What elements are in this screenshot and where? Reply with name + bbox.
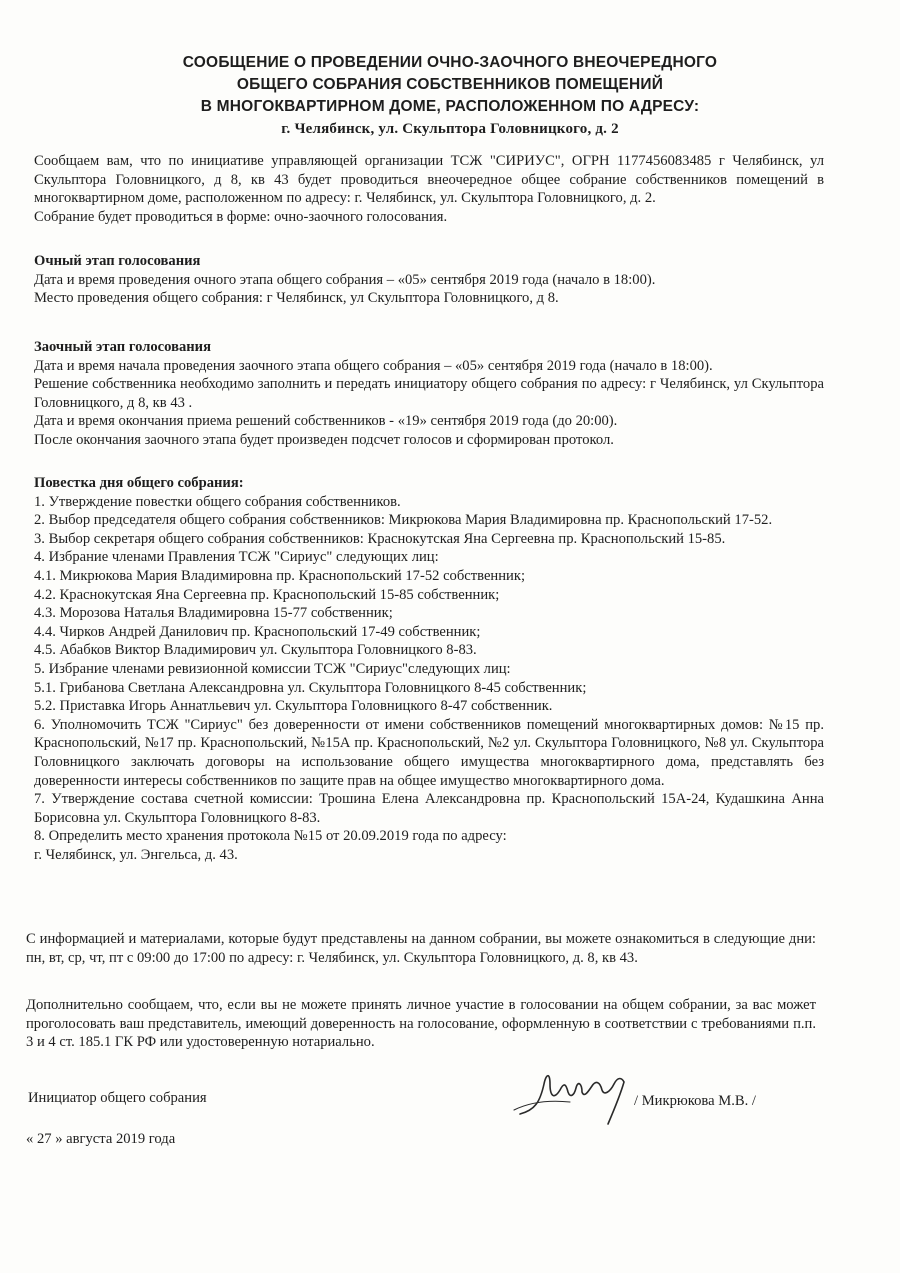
agenda-item: 4.3. Морозова Наталья Владимировна 15-77 собственник; [34,605,393,622]
agenda-item: 4.5. Абабков Виктор Владимирович ул. Скульптора Головницкого 8-83. [34,642,477,659]
absentee-section [34,338,824,450]
agenda-item-8: 8. Определить место хранения протокола №15 от 20.09.2019 года по адресу: [34,828,507,845]
agenda-item-6: 6. Уполномочить ТСЖ "Сириус" без доверенности от имени собственников помещений многоквартирных домов: №15 пр. Краснопольский, №17 пр. Краснопольский, №15А пр. Краснопольский, №2 ул. Скульптора Головницкого, №8 ул. Скульптора Головницкого заключать договоры на использование общего имущества многоквартирного дома, представлять без доверенности интересы собственников по защите прав на общее имущество многоквартирного дома. [34,716,824,789]
agenda-item: 5.2. Приставка Игорь Аннатльевич ул. Скульптора Головницкого 8-47 собственник. [34,698,553,715]
intro-section [34,152,824,226]
intro-paragraph: Сообщаем вам, что по инициативе управляющей организации ТСЖ "СИРИУС", ОГРН 1177456083485 г Челябинск, ул Скульптора Головницкого, д 8, кв 43 будет проводиться внеочередное общее собрание собственников помещений в многоквартирном доме, расположенном по адресу: г. Челябинск, ул. Скульптора Головницкого, д. 2. [34,153,824,207]
agenda-item-8-address: г. Челябинск, ул. Энгельса, д. 43. [34,846,238,863]
initiator-name: / Микрюкова М.В. / [634,1093,756,1109]
info-paragraph: С информацией и материалами, которые будут представлены на данном собрании, вы можете ознакомиться в следующие дни: пн, вт, ср, чт, пт с 09:00 до 17:00 по адресу: г. Челябинск, ул. Скульптора Головницкого, д. 8, кв 43. [26,931,816,966]
agenda-item: 2. Выбор председателя общего собрания собственников: Микрюкова Мария Владимировна пр. Краснопольский 17-52. [34,512,773,529]
agenda-item: 4. Избрание членами Правления ТСЖ "Сириус" следующих лиц: [34,549,439,566]
agenda-item: 3. Выбор секретаря общего собрания собственников: Краснокутская Яна Сергеевна пр. Краснопольский 15-85. [34,530,726,547]
agenda-item-7: 7. Утверждение состава счетной комиссии: Трошина Елена Александровна пр. Краснопольский 15А-24, Кудашкина Анна Борисовна ул. Скульптора Головницкого 8-83. [34,791,824,826]
title-line-3: В МНОГОКВАРТИРНОМ ДОМЕ, РАСПОЛОЖЕННОМ ПО АДРЕСУ: [200,98,700,115]
title-line-1: СООБЩЕНИЕ О ПРОВЕДЕНИИ ОЧНО-ЗАОЧНОГО ВНЕОЧЕРЕДНОГО [182,54,718,71]
agenda-item: 4.1. Микрюкова Мария Владимировна пр. Краснопольский 17-52 собственник; [34,567,525,584]
agenda-item: 5. Избрание членами ревизионной комиссии ТСЖ "Сириус"следующих лиц: [34,660,511,677]
in-person-date: Дата и время проведения очного этапа общего собрания – «05» сентября 2019 года (начало в 18:00). [34,271,656,288]
proxy-paragraph: Дополнительно сообщаем, что, если вы не можете принять личное участие в голосовании на общем собрании, за вас может проголосовать ваш представитель, имеющий доверенность на голосование, оформленную в соответствии с требованиями п.п. 3 и 4 ст. 185.1 ГК РФ или удостоверенную нотариально. [26,997,816,1051]
title-line-2: ОБЩЕГО СОБРАНИЯ СОБСТВЕННИКОВ ПОМЕЩЕНИЙ [236,76,664,93]
absentee-heading: Заочный этап голосования [34,339,211,355]
initiator-label: Инициатор общего собрания [28,1090,207,1106]
agenda-item: 4.4. Чирков Андрей Данилович пр. Краснопольский 17-49 собственник; [34,623,481,640]
agenda-item: 4.2. Краснокутская Яна Сергеевна пр. Краснопольский 15-85 собственник; [34,586,500,603]
agenda-heading: Повестка дня общего собрания: [34,475,244,491]
title-address: г. Челябинск, ул. Скульптора Головницкого, д. 2 [281,121,619,137]
absentee-start: Дата и время начала проведения заочного этапа общего собрания – «05» сентября 2019 года (начало в 18:00). [34,357,713,374]
agenda-section [34,474,824,864]
agenda-item: 5.1. Грибанова Светлана Александровна ул. Скульптора Головницкого 8-45 собственник; [34,679,587,696]
meeting-form: Собрание будет проводиться в форме: очно-заочного голосования. [34,208,448,225]
handwritten-signature [510,1062,645,1132]
document-title [0,52,900,140]
absentee-count: После окончания заочного этапа будет произведен подсчет голосов и сформирован протокол. [34,431,614,448]
in-person-place: Место проведения общего собрания: г Челябинск, ул Скульптора Головницкого, д 8. [34,290,559,307]
in-person-section [34,252,824,308]
document-date: « 27 » августа 2019 года [26,1131,176,1147]
in-person-heading: Очный этап голосования [34,253,201,269]
absentee-end: Дата и время окончания приема решений собственников - «19» сентября 2019 года (до 20:00). [34,413,618,430]
absentee-decision: Решение собственника необходимо заполнить и передать инициатору общего собрания по адресу: г Челябинск, ул Скульптора Головницкого, д 8, кв 43 . [34,376,824,411]
agenda-item: 1. Утверждение повестки общего собрания собственников. [34,493,401,510]
